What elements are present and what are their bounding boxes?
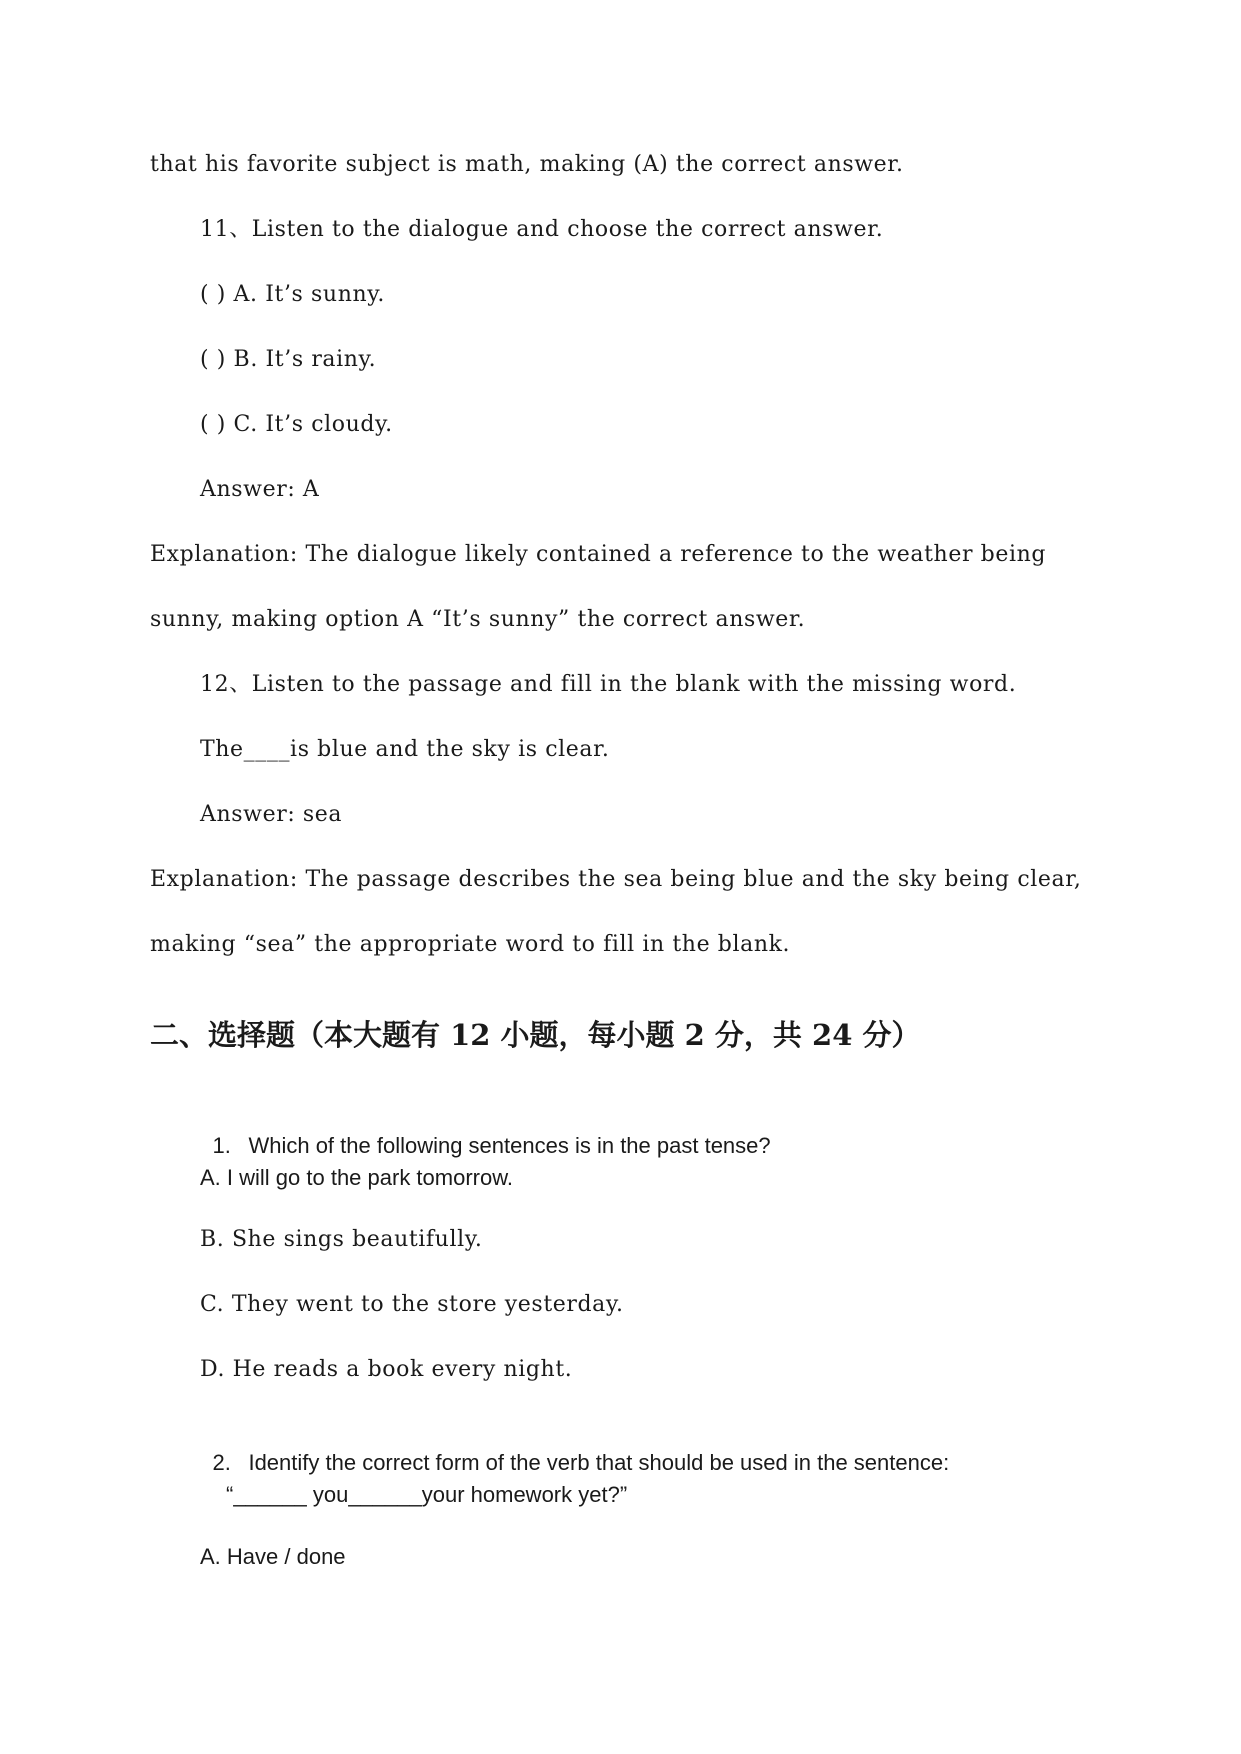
- q2-sentence: “______ you______your homework yet?”: [226, 1482, 628, 1507]
- q12-stem: 12、Listen to the passage and fill in the blank with the missing word.: [200, 672, 1017, 697]
- q1-option-d: D. He reads a book every night.: [200, 1357, 573, 1382]
- q1-option-a: A. I will go to the park tomorrow.: [200, 1165, 514, 1190]
- q2-option-a: A. Have / done: [200, 1544, 346, 1569]
- q11-explanation-line1: Explanation: The dialogue likely contained a reference to the weather being: [150, 542, 1047, 567]
- q11-option-c: ( ) C. It’s cloudy.: [200, 412, 393, 437]
- q11-option-b: ( ) B. It’s rainy.: [200, 347, 377, 372]
- q12-explanation-line2: making “sea” the appropriate word to fill in the blank.: [150, 932, 791, 957]
- q11-option-a: ( ) A. It’s sunny.: [200, 282, 385, 307]
- q12-sentence: The____is blue and the sky is clear.: [200, 737, 610, 762]
- q1-option-c: C. They went to the store yesterday.: [200, 1292, 624, 1317]
- q11-stem: 11、Listen to the dialogue and choose the correct answer.: [200, 217, 884, 242]
- q1-stem: Which of the following sentences is in the past tense?: [248, 1133, 771, 1158]
- q1-option-b: B. She sings beautifully.: [200, 1227, 483, 1252]
- q2-stem: Identify the correct form of the verb that should be used in the sentence:: [248, 1450, 950, 1475]
- q11-answer: Answer: A: [200, 477, 320, 502]
- q1-number: 1.: [212, 1133, 231, 1158]
- section-heading: 二、选择题（本大题有 12 小题，每小题 2 分，共 24 分）: [150, 1018, 921, 1052]
- q11-explanation-line2: sunny, making option A “It’s sunny” the correct answer.: [150, 607, 806, 632]
- q12-answer: Answer: sea: [200, 802, 343, 827]
- q12-explanation-line1: Explanation: The passage describes the sea being blue and the sky being clear,: [150, 867, 1082, 892]
- q2-number: 2.: [212, 1450, 231, 1475]
- prev-explanation-end: that his favorite subject is math, making (A) the correct answer.: [150, 152, 904, 177]
